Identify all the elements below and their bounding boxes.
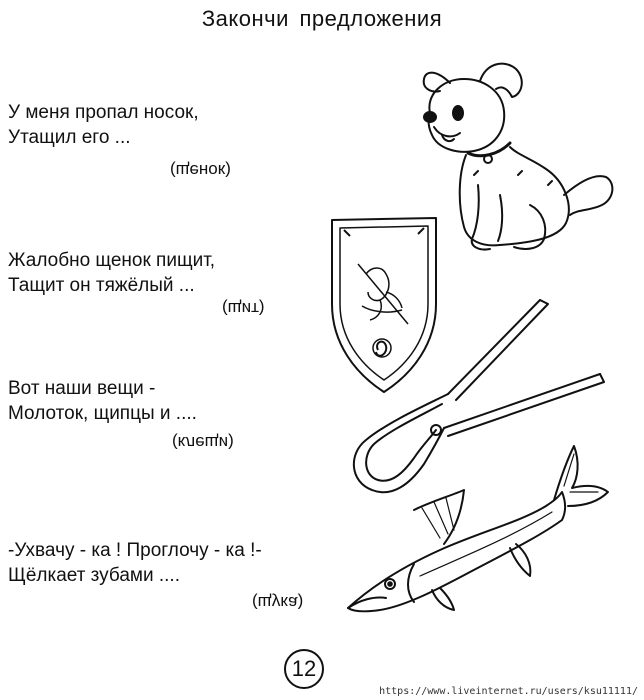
watermark-url: https://www.liveinternet.ru/users/ksu11111/ [379, 686, 638, 697]
riddle-3-line-1: Вот наши вещи - [8, 378, 156, 399]
puppy-right-ear [480, 64, 522, 97]
puppy-mouth [434, 127, 460, 136]
puppy-head [429, 79, 505, 152]
puppy-eye [453, 106, 463, 120]
pike-tail [554, 446, 608, 506]
pike-lateral-line [420, 512, 552, 576]
riddle-2-answer: (щит) [222, 299, 265, 318]
pincers-upper-handle [456, 300, 548, 400]
riddle-4-line-2: Щёлкает зубами .... [8, 565, 180, 586]
riddle-1-line-2: Утащил его ... [8, 127, 131, 148]
riddle-3-line-2: Молоток, щипцы и .... [8, 403, 197, 424]
puppy-fur-marks [474, 171, 552, 185]
page-title: Закончи предложения [201, 6, 443, 31]
pike-body [348, 492, 565, 611]
riddle-4-answer: (щука) [252, 593, 304, 612]
riddle-2-line-1: Жалобно щенок пищит, [8, 250, 216, 271]
riddle-2 [8, 248, 215, 298]
puppy-nose [424, 112, 436, 122]
puppy-body [460, 147, 569, 245]
riddle-4 [8, 538, 262, 588]
puppy-front-leg-2 [498, 195, 502, 241]
riddle-3 [8, 376, 197, 426]
riddle-1-line-1: У меня пропал носок, [8, 102, 199, 123]
riddle-1-answer: (щенок) [170, 161, 231, 180]
riddle-1 [8, 100, 199, 150]
pike-gill [408, 564, 414, 602]
pike-pectoral-fin [432, 588, 454, 610]
riddle-3-answer: (клещи) [172, 433, 234, 452]
puppy-illustration [418, 55, 618, 260]
pincers-upper-handle-edge [448, 300, 540, 394]
pike-illustration [340, 440, 610, 620]
page-number: 12 [284, 649, 324, 689]
pike-pupil [388, 582, 392, 586]
puppy-tail [564, 176, 612, 215]
pincers-lower-handle-edge [444, 374, 600, 428]
shield-rivets [344, 228, 424, 236]
riddle-4-line-1: -Ухвачу - ка ! Проглочу - ка !- [8, 540, 262, 561]
riddle-2-line-2: Тащит он тяжёлый ... [8, 275, 195, 296]
